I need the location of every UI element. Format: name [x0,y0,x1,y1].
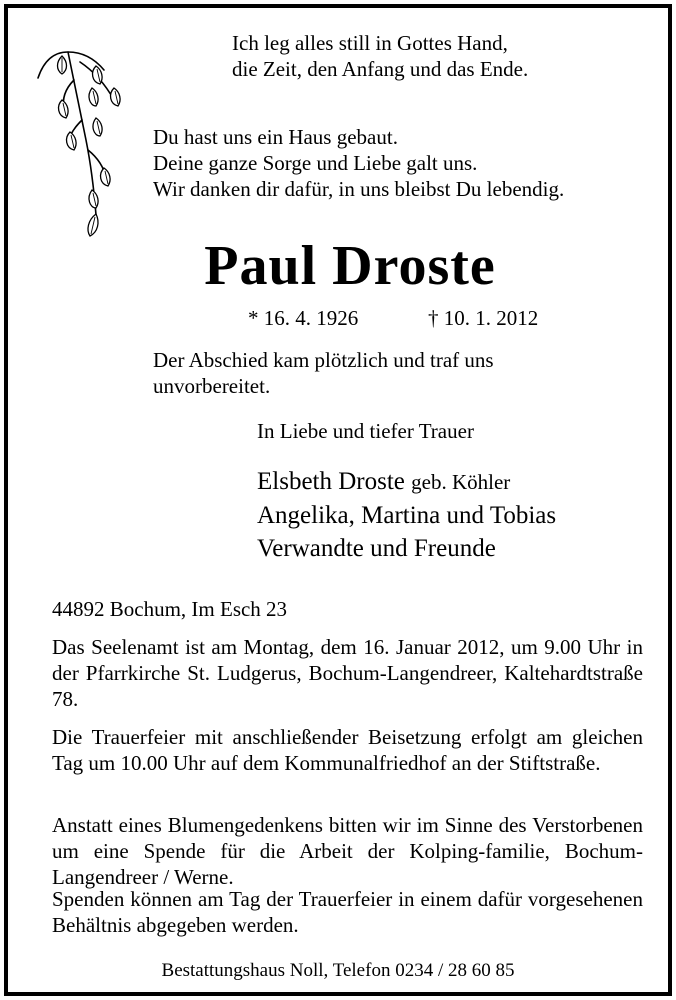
branch-with-leaves-icon [34,40,134,240]
farewell-line: unvorbereitet. [153,374,271,398]
mourner-line: Angelika, Martina und Tobias [257,502,557,529]
poem-line: Deine ganze Sorge und Liebe galt uns. [153,151,478,175]
paragraph-donation-box: Spenden können am Tag der Trauerfeier in einem dafür vorgesehenen Behältnis abgegeben werden. [52,887,643,937]
maiden-name: geb. Köhler [411,470,511,494]
address: 44892 Bochum, Im Esch 23 [52,597,288,621]
birth-date: * 16. 4. 1926 [248,306,359,330]
mourning-intro: In Liebe und tiefer Trauer [257,419,474,443]
deceased-name: Paul Droste [204,235,496,297]
poem-line: die Zeit, den Anfang und das Ende. [232,57,529,81]
paragraph-mass: Das Seelenamt ist am Montag, dem 16. Januar 2012, um 9.00 Uhr in der Pfarrkirche St. Ludgerus, Bochum-Langendreer, Kaltehardtstraße 78. [52,635,643,711]
mourner-line: Verwandte und Freunde [257,535,496,562]
poem-line: Wir danken dir dafür, in uns bleibst Du lebendig. [153,177,565,201]
paragraph-donation: Anstatt eines Blumengedenkens bitten wir im Sinne des Verstorbenen um eine Spende für die Arbeit der Kolping-familie, Bochum-Langendreer / Werne. [52,813,643,889]
mourner-line [257,466,510,498]
funeral-home-footer: Bestattungshaus Noll, Telefon 0234 / 28 60 85 [161,960,515,981]
farewell-line: Der Abschied kam plötzlich und traf uns [153,348,494,372]
mourner-name: Elsbeth Droste [257,468,405,495]
poem-line: Du hast uns ein Haus gebaut. [153,125,398,149]
poem-line: Ich leg alles still in Gottes Hand, [232,31,508,55]
death-date: † 10. 1. 2012 [428,306,539,330]
paragraph-ceremony: Die Trauerfeier mit anschließender Beisetzung erfolgt am gleichen Tag um 10.00 Uhr auf dem Kommunalfriedhof an der Stiftstraße. [52,725,643,775]
